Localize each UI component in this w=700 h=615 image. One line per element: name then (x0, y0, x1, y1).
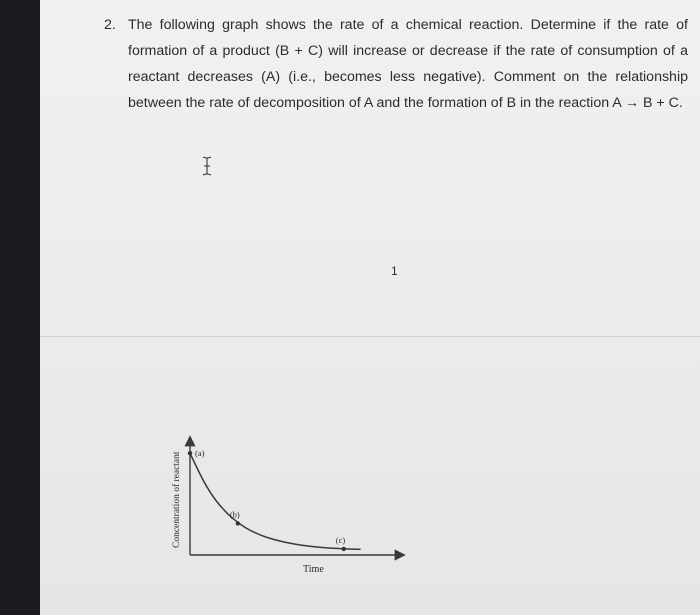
x-axis-label: Time (303, 564, 324, 575)
divider (40, 336, 700, 337)
concentration-time-chart (165, 430, 415, 585)
chart-svg (165, 430, 415, 580)
y-axis-label: Concentration of reactant (172, 451, 182, 548)
page-mark: 1 (391, 264, 398, 278)
data-point-label-2: (b) (229, 509, 240, 520)
question-number: 2. (104, 17, 116, 33)
document-page (40, 0, 700, 615)
data-point-3 (342, 547, 346, 551)
data-point-label-3: (c) (335, 534, 346, 545)
data-point-label-1: (a) (195, 448, 205, 459)
text-cursor-icon (200, 156, 214, 176)
data-point-1 (188, 451, 192, 455)
question-text: The following graph shows the rate of a chemical reaction. Determine if the rate of formation of a product (B + C) will increase or decrease if the rate of consumption of a reactant decreases (A) (i.e., becomes less negative). Comment on the relationship between the rate of decomposition of A and the formation of B in the reaction A → B + C. (128, 17, 688, 111)
data-point-2 (236, 521, 240, 525)
question-block (104, 12, 688, 116)
